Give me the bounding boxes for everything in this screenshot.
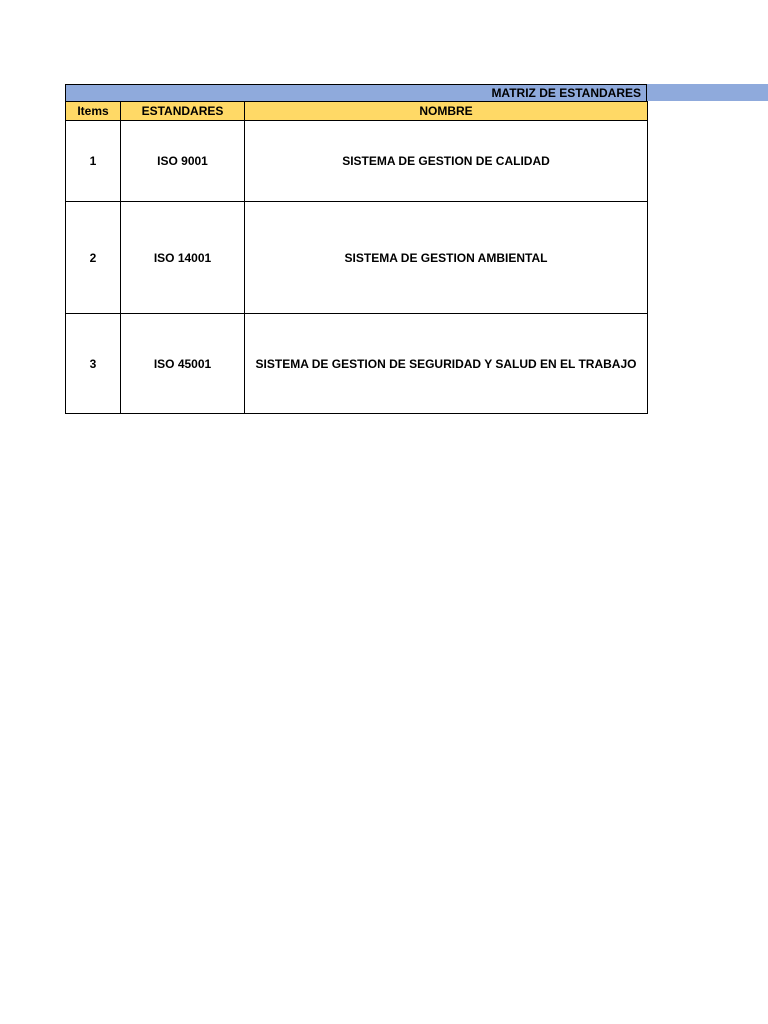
matrix-title: MATRIZ DE ESTANDARES — [491, 86, 641, 100]
header-standards[interactable]: ESTANDARES — [121, 102, 245, 121]
cell-name[interactable]: SISTEMA DE GESTION DE SEGURIDAD Y SALUD EN EL TRABAJO — [245, 314, 648, 414]
header-items[interactable]: Items — [66, 102, 121, 121]
cell-item[interactable]: 2 — [66, 202, 121, 314]
cell-item[interactable]: 1 — [66, 121, 121, 202]
title-cell[interactable] — [65, 84, 647, 102]
cell-name[interactable]: SISTEMA DE GESTION AMBIENTAL — [245, 202, 648, 314]
cell-item[interactable]: 3 — [66, 314, 121, 414]
cell-name[interactable]: SISTEMA DE GESTION DE CALIDAD — [245, 121, 648, 202]
table-row — [66, 121, 648, 202]
table-row — [66, 202, 648, 314]
table-row — [66, 314, 648, 414]
standards-matrix-table — [65, 101, 648, 414]
cell-standard[interactable]: ISO 14001 — [121, 202, 245, 314]
header-name[interactable]: NOMBRE — [245, 102, 648, 121]
cell-standard[interactable]: ISO 45001 — [121, 314, 245, 414]
cell-standard[interactable]: ISO 9001 — [121, 121, 245, 202]
header-row — [66, 102, 648, 121]
